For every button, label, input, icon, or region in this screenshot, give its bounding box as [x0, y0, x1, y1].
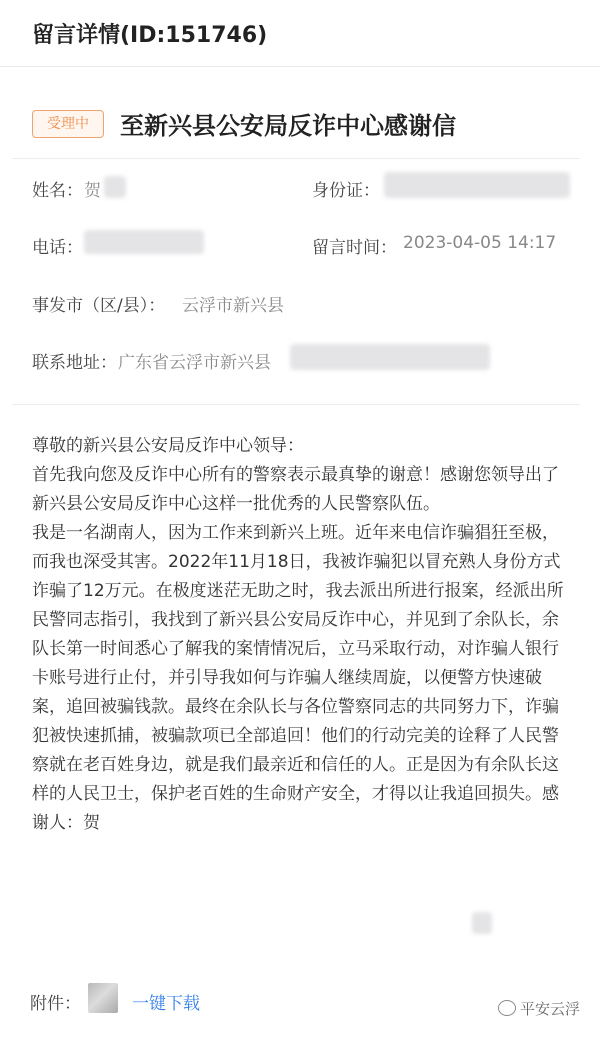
address-value: 广东省云浮市新兴县: [118, 353, 271, 373]
id-card-label: 身份证：: [312, 181, 380, 201]
name-value: 贺: [84, 181, 101, 201]
status-badge: 受理中: [32, 110, 104, 138]
phone-label: 电话：: [32, 238, 83, 258]
page-header: [0, 0, 600, 67]
wechat-icon: [498, 1000, 516, 1016]
id-card-redaction: [384, 172, 570, 198]
address-label: 联系地址：: [32, 353, 117, 373]
download-button[interactable]: 一键下载: [132, 994, 200, 1014]
attachment-thumbnail[interactable]: [88, 983, 118, 1013]
district-label: 事发市（区/县）：: [32, 296, 166, 316]
attachment-label: 附件：: [30, 994, 81, 1014]
fields-divider: [12, 404, 580, 405]
phone-redaction: [84, 230, 204, 254]
body-paragraph: 我是一名湖南人，因为工作来到新兴上班。近年来电信诈骗猖狂至极，而我也深受其害。2022年11月18日，我被诈骗犯以冒充熟人身份方式诈骗了12万元。在极度迷茫无助之时，我去派出所进行报案，经派出所民警同志指引，我找到了新兴县公安局反诈中心，并见到了余队长，余队长第一时间悉心了解我的案情情况后，立马采取行动，对诈骗人银行卡账号进行止付，并引导我如何与诈骗人继续周旋，以便警方快速破案，追回被骗钱款。最终在余队长与各位警察同志的共同努力下，诈骗犯被快速抓捕，被骗款项已全部追回！他们的行动完美的诠释了人民警察就在老百姓身边，就是我们最亲近和信任的人。正是因为有余队长这样的人民卫士，保护老百姓的生命财产安全，才得以让我追回损失。感谢人：贺: [32, 523, 564, 833]
watermark-text: 平安云浮: [520, 1000, 581, 1018]
body-greeting: 尊敬的新兴县公安局反诈中心领导：: [32, 436, 304, 456]
message-body: [32, 432, 572, 838]
name-redaction: [104, 176, 126, 198]
message-title-bar: [12, 72, 580, 159]
time-value: 2023-04-05 14:17: [403, 233, 557, 253]
page-title: 留言详情(ID:151746): [32, 23, 268, 48]
message-title: 至新兴县公安局反诈中心感谢信: [120, 112, 456, 140]
signature-redaction: [472, 912, 492, 934]
watermark: [498, 998, 580, 1019]
name-label: 姓名：: [32, 181, 83, 201]
address-redaction: [290, 344, 490, 370]
district-value: 云浮市新兴县: [182, 296, 284, 316]
body-paragraph: 首先我向您及反诈中心所有的警察表示最真挚的谢意！感谢您领导出了新兴县公安局反诈中心这样一批优秀的人民警察队伍。: [32, 465, 559, 514]
time-label: 留言时间：: [312, 238, 397, 258]
